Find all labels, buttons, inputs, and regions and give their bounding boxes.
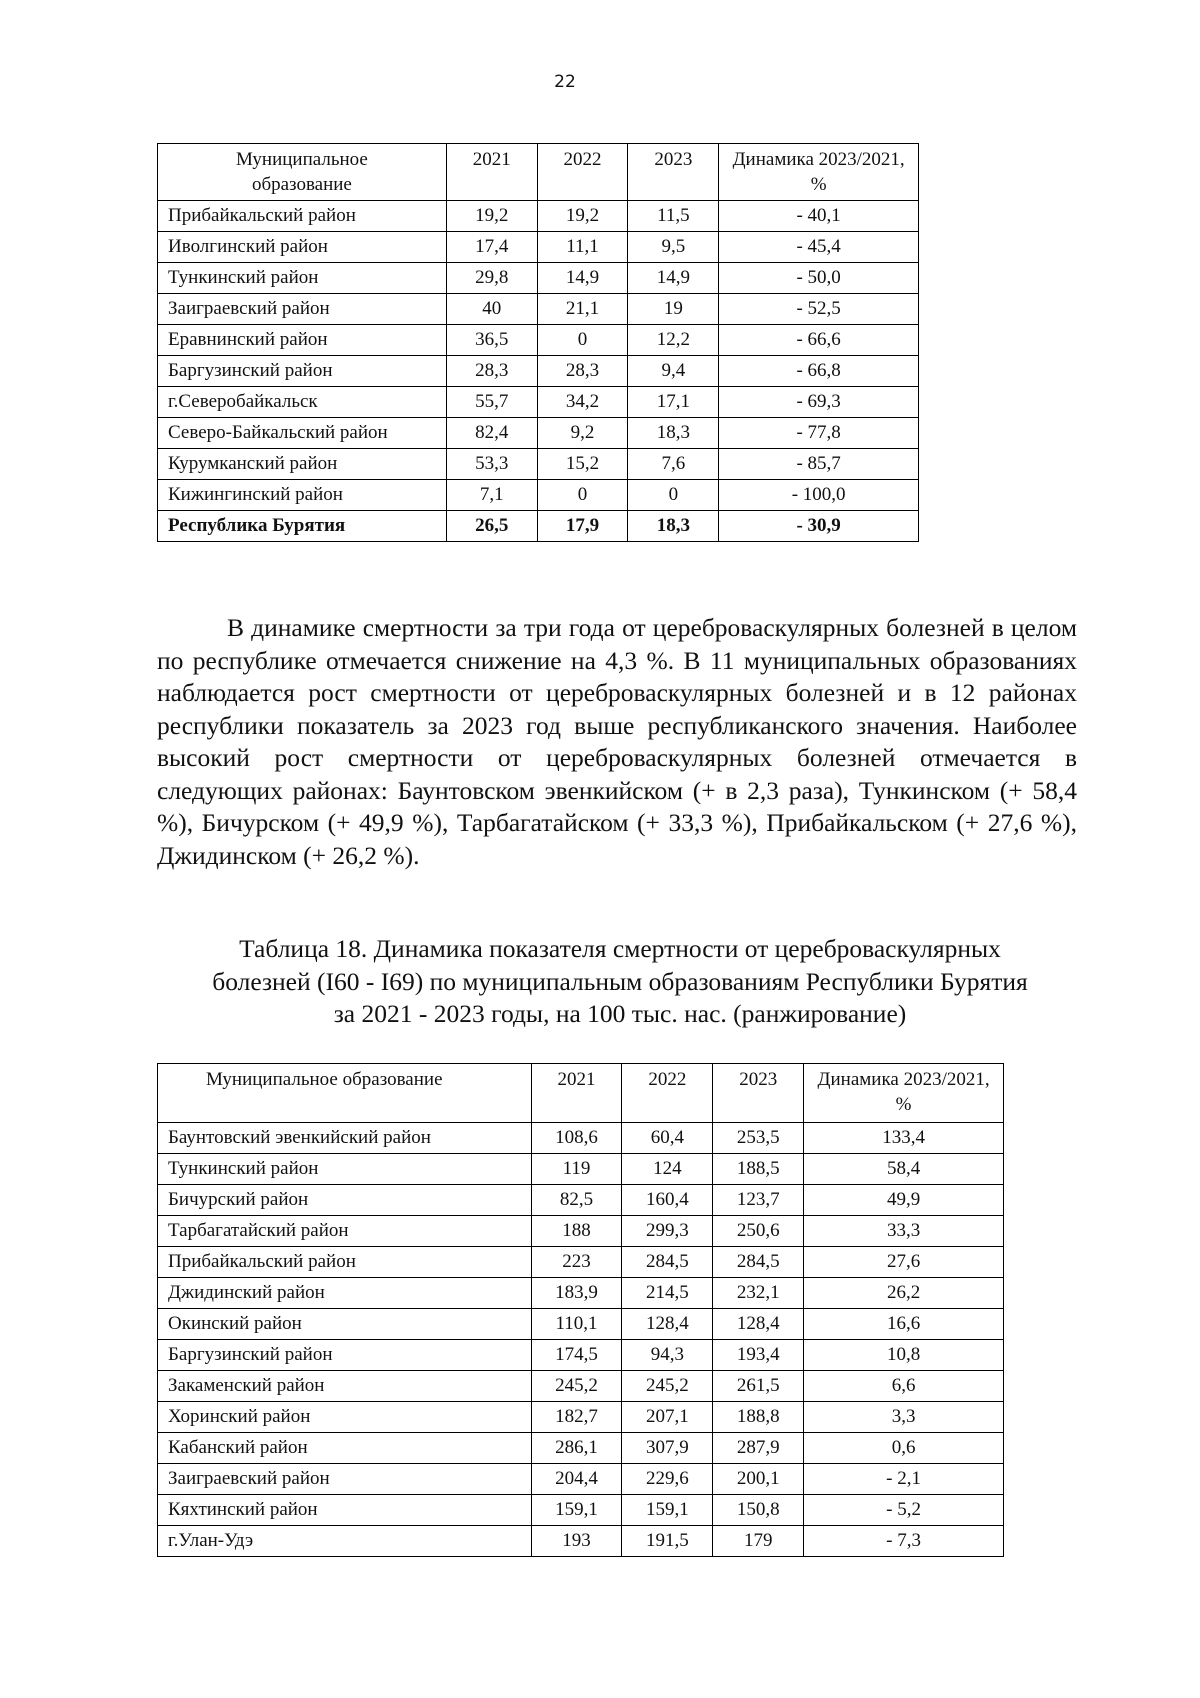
table-row: [158, 387, 919, 418]
table-row: [158, 356, 919, 387]
table-row: [158, 1402, 1004, 1433]
cell-2022: 34,2: [537, 387, 628, 418]
table-row: [158, 1495, 1004, 1526]
cell-2022: 0: [537, 325, 628, 356]
cell-dynamics: 0,6: [804, 1433, 1004, 1464]
cell-municipality: Тункинский район: [158, 263, 447, 294]
table-row: [158, 1247, 1004, 1278]
cell-2021: 183,9: [531, 1278, 622, 1309]
table-row: [158, 1526, 1004, 1557]
cell-2021: 159,1: [531, 1495, 622, 1526]
header-dynamics: Динамика 2023/2021, %: [719, 144, 919, 201]
cell-dynamics: 3,3: [804, 1402, 1004, 1433]
cell-dynamics: 27,6: [804, 1247, 1004, 1278]
cell-municipality: Тарбагатайский район: [158, 1216, 532, 1247]
cell-2023: 261,5: [713, 1371, 804, 1402]
table-row: [158, 232, 919, 263]
cell-2023: 188,8: [713, 1402, 804, 1433]
cell-2021: 119: [531, 1154, 622, 1185]
cell-2023: 150,8: [713, 1495, 804, 1526]
cell-2023: 11,5: [628, 201, 719, 232]
cell-municipality: Баргузинский район: [158, 1340, 532, 1371]
cell-2021: 36,5: [446, 325, 537, 356]
cell-dynamics: - 66,8: [719, 356, 919, 387]
cell-2022: 15,2: [537, 449, 628, 480]
cell-municipality: Тункинский район: [158, 1154, 532, 1185]
cell-dynamics: 133,4: [804, 1123, 1004, 1154]
table-row: [158, 294, 919, 325]
cell-2022: 159,1: [622, 1495, 713, 1526]
cell-dynamics: - 85,7: [719, 449, 919, 480]
cell-2022: 0: [537, 480, 628, 511]
cell-dynamics: - 5,2: [804, 1495, 1004, 1526]
table-row: [158, 480, 919, 511]
cell-2022: 245,2: [622, 1371, 713, 1402]
cell-municipality: Джидинский район: [158, 1278, 532, 1309]
cell-2022: 14,9: [537, 263, 628, 294]
cell-dynamics: - 30,9: [719, 511, 919, 542]
cell-dynamics: 58,4: [804, 1154, 1004, 1185]
header-2023: 2023: [628, 144, 719, 201]
cell-dynamics: - 77,8: [719, 418, 919, 449]
cell-dynamics: - 40,1: [719, 201, 919, 232]
cell-2021: 19,2: [446, 201, 537, 232]
cell-2022: 19,2: [537, 201, 628, 232]
cell-municipality: Хоринский район: [158, 1402, 532, 1433]
cell-2021: 223: [531, 1247, 622, 1278]
cell-2021: 55,7: [446, 387, 537, 418]
cell-municipality: Кижингинский район: [158, 480, 447, 511]
table-header-row: [158, 144, 919, 201]
cell-municipality: Курумканский район: [158, 449, 447, 480]
cell-dynamics: - 52,5: [719, 294, 919, 325]
header-2023: 2023: [713, 1064, 804, 1123]
cell-2023: 179: [713, 1526, 804, 1557]
cell-municipality: Кяхтинский район: [158, 1495, 532, 1526]
cell-2021: 26,5: [446, 511, 537, 542]
cell-municipality: Заиграевский район: [158, 294, 447, 325]
mortality-table-top: [157, 143, 919, 542]
cell-2021: 7,1: [446, 480, 537, 511]
cell-2021: 174,5: [531, 1340, 622, 1371]
cell-dynamics: - 2,1: [804, 1464, 1004, 1495]
table-row: [158, 1464, 1004, 1495]
cell-2023: 19: [628, 294, 719, 325]
cell-2022: 124: [622, 1154, 713, 1185]
cell-2023: 284,5: [713, 1247, 804, 1278]
cell-dynamics: - 100,0: [719, 480, 919, 511]
cell-2023: 253,5: [713, 1123, 804, 1154]
table-row: [158, 1309, 1004, 1340]
table-row: [158, 201, 919, 232]
table-row: [158, 1185, 1004, 1216]
cell-dynamics: 16,6: [804, 1309, 1004, 1340]
cell-2023: 0: [628, 480, 719, 511]
cell-2023: 232,1: [713, 1278, 804, 1309]
cell-municipality: Прибайкальский район: [158, 201, 447, 232]
cell-municipality: Баунтовский эвенкийский район: [158, 1123, 532, 1154]
cell-2022: 9,2: [537, 418, 628, 449]
table-row: [158, 1278, 1004, 1309]
header-municipality: Муниципальное образование: [158, 1064, 532, 1123]
header-2022: 2022: [622, 1064, 713, 1123]
body-paragraph: В динамике смертности за три года от цереброваскулярных болезней в целом по республике отмечается снижение на 4,3 %. В 11 муниципальных образованиях наблюдается рост смертности от цереброваскулярных болезней и в 12 районах республики показатель за 2023 год выше республиканского значения. Наиболее высокий рост смертности от цереброваскулярных болезней отмечается в следующих районах: Баунтовском эвенкийском (+ в 2,3 раза), Тункинском (+ 58,4 %), Бичурском (+ 49,9 %), Тарбагатайском (+ 33,3 %), Прибайкальском (+ 27,6 %), Джидинском (+ 26,2 %).: [157, 613, 1077, 870]
table-row: [158, 1216, 1004, 1247]
cell-2022: 229,6: [622, 1464, 713, 1495]
cell-municipality: Республика Бурятия: [158, 511, 447, 542]
cell-2022: 160,4: [622, 1185, 713, 1216]
cell-dynamics: 10,8: [804, 1340, 1004, 1371]
cell-municipality: Баргузинский район: [158, 356, 447, 387]
table-row: [158, 1433, 1004, 1464]
table-row: [158, 1371, 1004, 1402]
cell-2021: 188: [531, 1216, 622, 1247]
cell-municipality: г.Северобайкальск: [158, 387, 447, 418]
cell-2023: 9,4: [628, 356, 719, 387]
cell-2023: 18,3: [628, 418, 719, 449]
cell-2023: 7,6: [628, 449, 719, 480]
header-2022: 2022: [537, 144, 628, 201]
cell-2021: 28,3: [446, 356, 537, 387]
table-caption: [140, 933, 1100, 1031]
cell-dynamics: - 69,3: [719, 387, 919, 418]
header-municipality: Муниципальное образование: [158, 144, 447, 201]
header-2021: 2021: [446, 144, 537, 201]
cell-municipality: Кабанский район: [158, 1433, 532, 1464]
table-row: [158, 325, 919, 356]
cell-municipality: Северо-Байкальский район: [158, 418, 447, 449]
cell-2022: 94,3: [622, 1340, 713, 1371]
cell-2021: 110,1: [531, 1309, 622, 1340]
cell-2022: 128,4: [622, 1309, 713, 1340]
cell-2021: 40: [446, 294, 537, 325]
cell-municipality: Заиграевский район: [158, 1464, 532, 1495]
cell-2022: 28,3: [537, 356, 628, 387]
table-row: [158, 418, 919, 449]
caption-line-1: Таблица 18. Динамика показателя смертности от цереброваскулярных: [239, 934, 1001, 963]
caption-line-3: за 2021 - 2023 годы, на 100 тыс. нас. (ранжирование): [333, 999, 907, 1028]
cell-dynamics: - 66,6: [719, 325, 919, 356]
cell-municipality: г.Улан-Удэ: [158, 1526, 532, 1557]
cell-2023: 17,1: [628, 387, 719, 418]
cell-2022: 307,9: [622, 1433, 713, 1464]
cell-2022: 214,5: [622, 1278, 713, 1309]
cell-2021: 286,1: [531, 1433, 622, 1464]
cell-2023: 14,9: [628, 263, 719, 294]
cell-2021: 193: [531, 1526, 622, 1557]
cell-2021: 108,6: [531, 1123, 622, 1154]
header-2021: 2021: [531, 1064, 622, 1123]
cell-dynamics: 33,3: [804, 1216, 1004, 1247]
cell-2023: 18,3: [628, 511, 719, 542]
cell-2022: 17,9: [537, 511, 628, 542]
cell-2021: 204,4: [531, 1464, 622, 1495]
cell-2022: 11,1: [537, 232, 628, 263]
cell-2023: 123,7: [713, 1185, 804, 1216]
mortality-table-ranked: [157, 1063, 1004, 1557]
cell-dynamics: 6,6: [804, 1371, 1004, 1402]
cell-municipality: Прибайкальский район: [158, 1247, 532, 1278]
table-header-row: [158, 1064, 1004, 1123]
cell-municipality: Еравнинский район: [158, 325, 447, 356]
cell-2021: 29,8: [446, 263, 537, 294]
cell-2022: 191,5: [622, 1526, 713, 1557]
cell-municipality: Окинский район: [158, 1309, 532, 1340]
caption-line-2: болезней (I60 - I69) по муниципальным образованиям Республики Бурятия: [212, 966, 1028, 996]
cell-municipality: Бичурский район: [158, 1185, 532, 1216]
header-dynamics: Динамика 2023/2021, %: [804, 1064, 1004, 1123]
cell-dynamics: - 45,4: [719, 232, 919, 263]
cell-2023: 128,4: [713, 1309, 804, 1340]
cell-2022: 60,4: [622, 1123, 713, 1154]
table-row: [158, 449, 919, 480]
cell-dynamics: - 7,3: [804, 1526, 1004, 1557]
table-row: [158, 263, 919, 294]
page-number: 22: [554, 72, 576, 92]
cell-2023: 193,4: [713, 1340, 804, 1371]
table-row: [158, 1123, 1004, 1154]
cell-municipality: Закаменский район: [158, 1371, 532, 1402]
cell-2023: 188,5: [713, 1154, 804, 1185]
cell-2023: 287,9: [713, 1433, 804, 1464]
cell-2022: 21,1: [537, 294, 628, 325]
cell-2021: 82,5: [531, 1185, 622, 1216]
cell-2021: 17,4: [446, 232, 537, 263]
cell-2023: 12,2: [628, 325, 719, 356]
table-total-row: [158, 511, 919, 542]
cell-2021: 82,4: [446, 418, 537, 449]
table-row: [158, 1154, 1004, 1185]
cell-2022: 284,5: [622, 1247, 713, 1278]
cell-2023: 200,1: [713, 1464, 804, 1495]
cell-2022: 299,3: [622, 1216, 713, 1247]
cell-2022: 207,1: [622, 1402, 713, 1433]
cell-dynamics: 49,9: [804, 1185, 1004, 1216]
cell-2023: 9,5: [628, 232, 719, 263]
cell-2021: 53,3: [446, 449, 537, 480]
table-row: [158, 1340, 1004, 1371]
cell-municipality: Иволгинский район: [158, 232, 447, 263]
cell-dynamics: - 50,0: [719, 263, 919, 294]
cell-2021: 182,7: [531, 1402, 622, 1433]
cell-2023: 250,6: [713, 1216, 804, 1247]
cell-dynamics: 26,2: [804, 1278, 1004, 1309]
cell-2021: 245,2: [531, 1371, 622, 1402]
